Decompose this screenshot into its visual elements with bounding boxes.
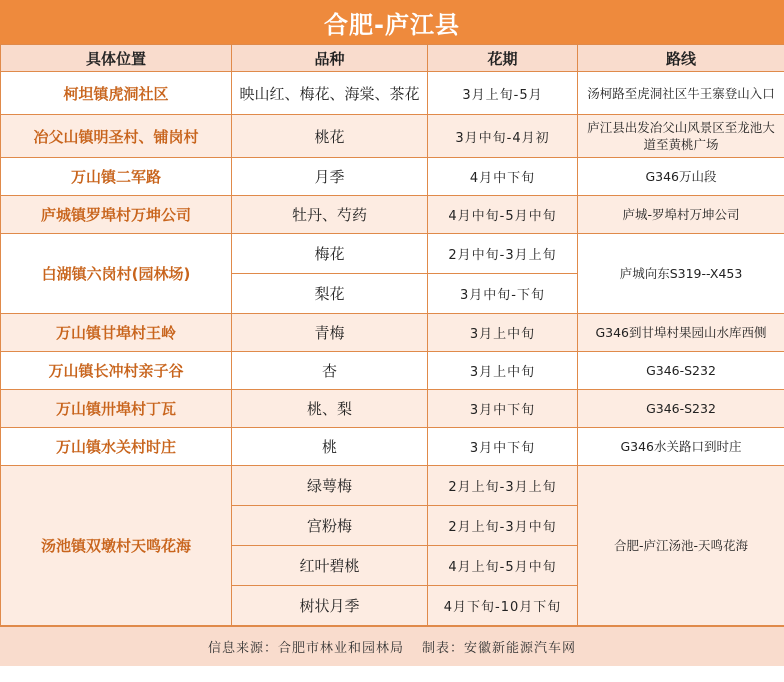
cell-location: 柯坦镇虎洞社区: [1, 72, 232, 115]
cell-bloom: 4月下旬-10月下旬: [428, 586, 578, 626]
table-row: [1, 314, 784, 352]
cell-location: 汤池镇双墩村天鸣花海: [1, 466, 232, 626]
cell-variety: 杏: [232, 352, 428, 390]
page-title: 合肥-庐江县: [0, 0, 784, 44]
cell-variety: 绿萼梅: [232, 466, 428, 506]
cell-variety: 树状月季: [232, 586, 428, 626]
cell-variety: 桃: [232, 428, 428, 466]
table-row: [1, 115, 784, 158]
cell-location: 万山镇长冲村亲子谷: [1, 352, 232, 390]
cell-route: G346水关路口到时庄: [578, 428, 784, 466]
cell-variety: 牡丹、芍药: [232, 196, 428, 234]
table-row: [1, 466, 784, 506]
cell-bloom: 3月上旬-5月: [428, 72, 578, 115]
header-variety: 品种: [232, 45, 428, 72]
cell-bloom: 2月上旬-3月中旬: [428, 506, 578, 546]
table-row: [1, 390, 784, 428]
cell-location: 万山镇卅埠村丁瓦: [1, 390, 232, 428]
cell-bloom: 3月上中旬: [428, 314, 578, 352]
footer: [0, 626, 784, 666]
cell-bloom: 3月中旬-下旬: [428, 274, 578, 314]
cell-location: 万山镇水关村时庄: [1, 428, 232, 466]
cell-bloom: 3月中旬-4月初: [428, 115, 578, 158]
footer-source: 信息来源：合肥市林业和园林局: [207, 641, 404, 656]
cell-variety: 红叶碧桃: [232, 546, 428, 586]
cell-location: 白湖镇六岗村(园林场): [1, 234, 232, 314]
cell-variety: 桃、梨: [232, 390, 428, 428]
cell-route: G346到甘埠村果园山水库西侧: [578, 314, 784, 352]
cell-bloom: 2月上旬-3月上旬: [428, 466, 578, 506]
cell-location: 冶父山镇明圣村、铺岗村: [1, 115, 232, 158]
cell-route: G346万山段: [578, 158, 784, 196]
cell-bloom: 3月中下旬: [428, 428, 578, 466]
header-bloom: 花期: [428, 45, 578, 72]
cell-bloom: 4月中下旬: [428, 158, 578, 196]
footer-maker: 制表：安徽新能源汽车网: [422, 641, 577, 656]
cell-location: 庐城镇罗埠村万坤公司: [1, 196, 232, 234]
cell-variety: 宫粉梅: [232, 506, 428, 546]
cell-route: G346-S232: [578, 352, 784, 390]
table-row: [1, 352, 784, 390]
table-body: [1, 72, 784, 626]
flower-schedule-table: [0, 44, 784, 626]
cell-variety: 月季: [232, 158, 428, 196]
table-row: [1, 72, 784, 115]
cell-route: 庐城-罗埠村万坤公司: [578, 196, 784, 234]
table-row: [1, 196, 784, 234]
cell-variety: 映山红、梅花、海棠、茶花: [232, 72, 428, 115]
table-row: [1, 234, 784, 274]
table-row: [1, 158, 784, 196]
header-route: 路线: [578, 45, 784, 72]
cell-bloom: 3月上中旬: [428, 352, 578, 390]
cell-route: G346-S232: [578, 390, 784, 428]
cell-location: 万山镇二军路: [1, 158, 232, 196]
cell-bloom: 2月中旬-3月上旬: [428, 234, 578, 274]
cell-variety: 梅花: [232, 234, 428, 274]
header-location: 具体位置: [1, 45, 232, 72]
cell-route: 合肥-庐江汤池-天鸣花海: [578, 466, 784, 626]
cell-bloom: 4月中旬-5月中旬: [428, 196, 578, 234]
cell-variety: 桃花: [232, 115, 428, 158]
cell-variety: 青梅: [232, 314, 428, 352]
cell-variety: 梨花: [232, 274, 428, 314]
cell-bloom: 3月中下旬: [428, 390, 578, 428]
cell-route: 庐城向东S319--X453: [578, 234, 784, 314]
table-header-row: [1, 45, 784, 72]
cell-route: 庐江县出发冶父山风景区至龙池大道至黄桃广场: [578, 115, 784, 158]
cell-location: 万山镇甘埠村王岭: [1, 314, 232, 352]
cell-bloom: 4月上旬-5月中旬: [428, 546, 578, 586]
cell-route: 汤柯路至虎洞社区牛王寨登山入口: [578, 72, 784, 115]
table-row: [1, 428, 784, 466]
